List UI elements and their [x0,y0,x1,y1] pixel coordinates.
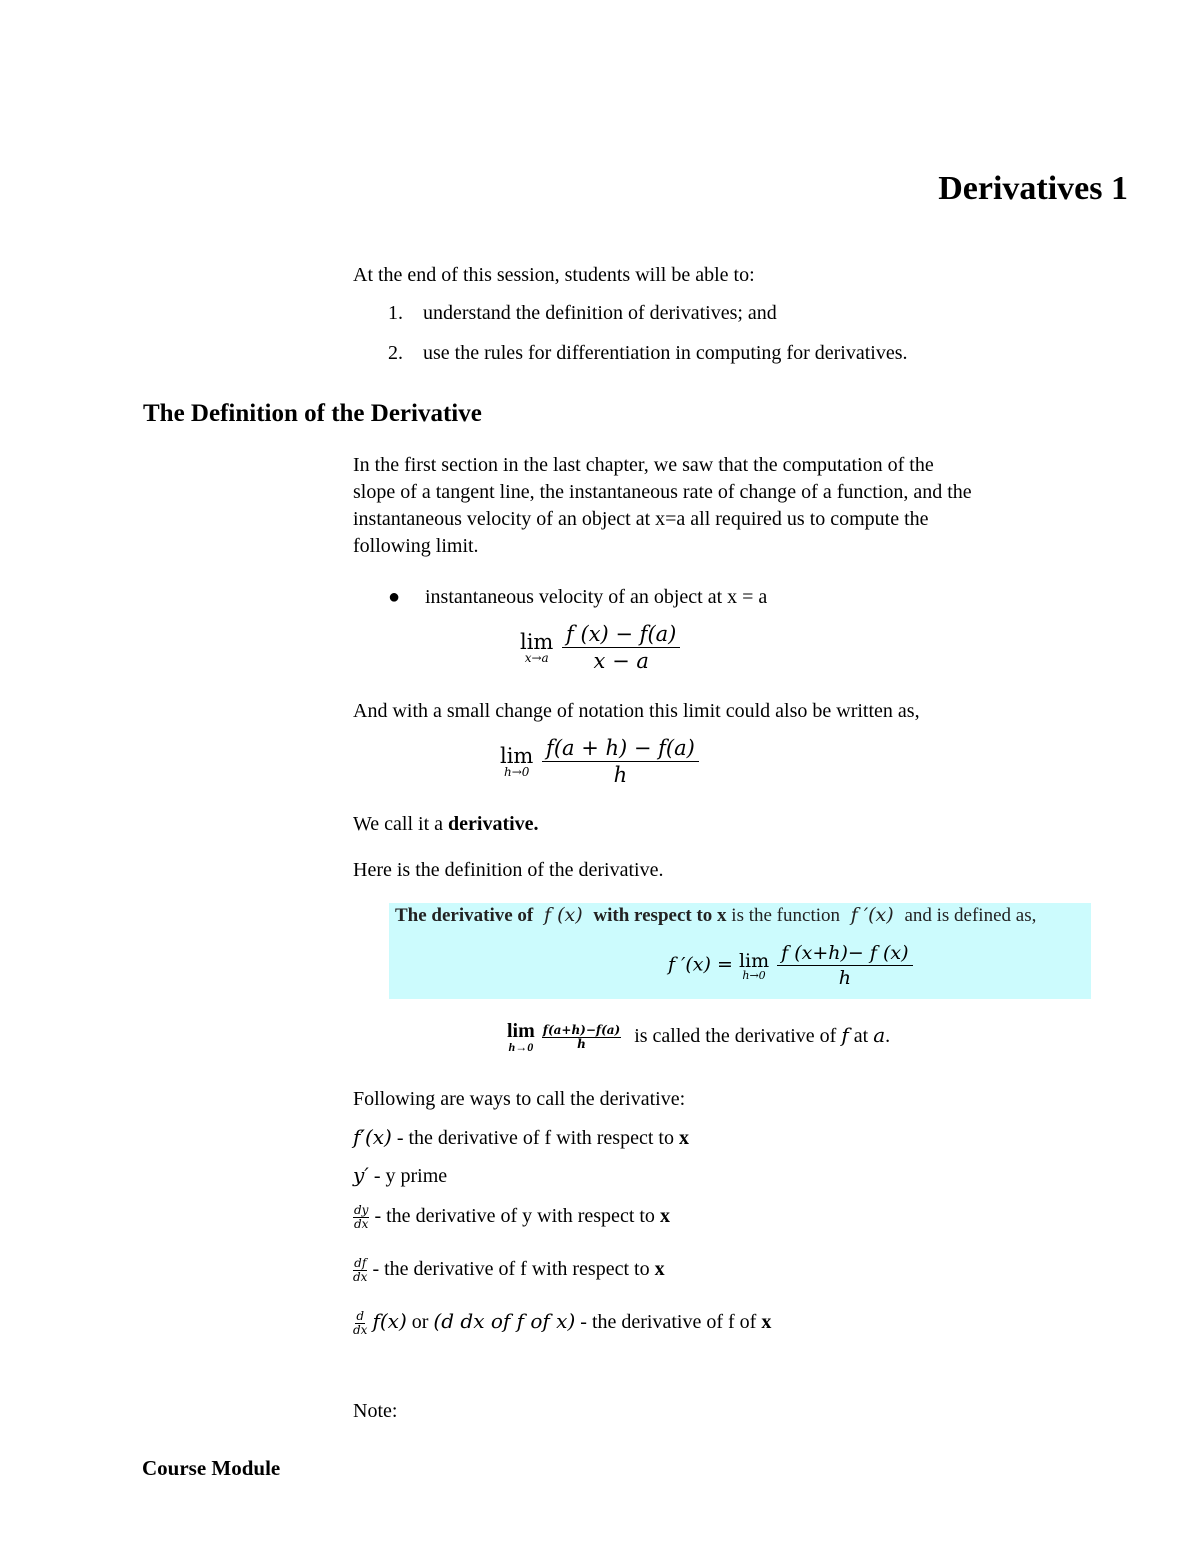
lim-subscript: h→0 [503,765,530,779]
box-f-expr: f (x) [544,904,583,926]
note-label: Note: [353,1400,398,1422]
way-2 [353,1162,447,1190]
way-2-text: - y prime [368,1165,448,1187]
paragraph-line: following limit. [353,535,479,557]
way-4-den: dx [353,1269,368,1284]
paragraph-line: In the first section in the last chapter, we saw that the computation of the [353,454,934,476]
called-lim-label: lim [507,1020,535,1042]
called-text-a: is called the derivative of [634,1025,837,1048]
limit-expression-2 [500,736,699,787]
called-derivative-line [507,1020,890,1055]
called-denominator: h [577,1037,586,1051]
box-lim-label: lim [738,949,770,972]
call-prefix: We call it a [353,813,444,835]
way-3-den: dx [354,1216,369,1231]
objective-number-1: 1. [388,302,403,324]
way-1-expr: f′(x) [353,1125,392,1149]
fraction-numerator: f (x) − f(a) [562,622,680,648]
way-3-num: dy [354,1202,369,1217]
box-eq-numerator: f (x+h)− f (x) [777,942,912,966]
call-bold: derivative. [448,813,539,835]
way-5-den: dx [353,1322,368,1337]
called-end: . [885,1025,891,1048]
way-3-bold: x [659,1205,670,1227]
box-lim-subscript: h→0 [742,968,766,982]
ways-intro: Following are ways to call the derivative: [353,1088,686,1110]
derivative-call [353,811,539,838]
fraction-numerator: f(a + h) − f(a) [542,736,699,762]
box-fprime-expr: f ′(x) [850,904,894,926]
way-4-text: - the derivative of f with respect to [367,1258,655,1280]
objectives-intro: At the end of this session, students will be able to: [353,264,755,286]
limit-expression-1 [520,622,680,673]
box-equation [668,942,913,989]
way-3-text: - the derivative of y with respect to [369,1205,660,1227]
way-5 [353,1308,771,1337]
called-lim-subscript: h→0 [508,1040,534,1054]
lim-subscript: x→a [524,651,549,665]
lim-label: lim [500,744,534,768]
fraction-denominator: h [613,763,628,787]
objective-item-1: understand the definition of derivatives; and [423,302,777,324]
way-4 [353,1256,665,1284]
way-5-bold: x [761,1311,772,1333]
footer-label: Course Module [142,1456,281,1480]
box-text-c: is the function [731,905,840,926]
bullet-icon: ● [388,586,401,608]
way-5-num: d [356,1308,365,1323]
objective-number-2: 2. [388,342,403,364]
way-5-or: or [406,1311,434,1333]
way-1-text: - the derivative of f with respect to [391,1127,679,1149]
box-eq-denominator: h [838,967,851,989]
box-text-a: The derivative of [395,905,534,926]
section-heading: The Definition of the Derivative [143,400,482,427]
called-text-b: at [853,1025,869,1048]
bullet-text: instantaneous velocity of an object at x = a [425,586,768,608]
box-eq-lhs: f ′(x) = [668,953,733,976]
objective-item-2: use the rules for differentiation in computing for derivatives. [423,342,908,364]
page-title: Derivatives 1 [938,170,1128,207]
way-2-expr: y′ [353,1163,369,1187]
way-5-expr: f(x) [372,1309,407,1333]
way-1 [353,1124,689,1152]
definition-box-line [395,904,1036,927]
way-5-text: - the derivative of f of [575,1311,762,1333]
called-numerator: f(a+h)−f(a) [542,1023,621,1037]
paragraph-line: instantaneous velocity of an object at x=a all required us to compute the [353,508,929,530]
paragraph-line: slope of a tangent line, the instantaneous rate of change of a function, and the [353,481,972,503]
called-f: f [841,1023,849,1048]
box-text-d: and is defined as, [904,905,1037,926]
intro-paragraph [353,452,972,560]
way-5-italic: (d dx of f of x) [433,1309,576,1333]
way-4-num: df [354,1255,367,1270]
way-4-bold: x [654,1258,665,1280]
called-a: a [873,1023,886,1048]
fraction-denominator: x − a [593,649,649,673]
way-3 [353,1203,670,1231]
notation-text: And with a small change of notation this limit could also be written as, [353,700,920,722]
box-text-b: with respect to x [593,905,727,926]
way-1-bold: x [678,1127,689,1149]
lim-label: lim [520,630,554,654]
definition-intro: Here is the definition of the derivative. [353,859,664,881]
